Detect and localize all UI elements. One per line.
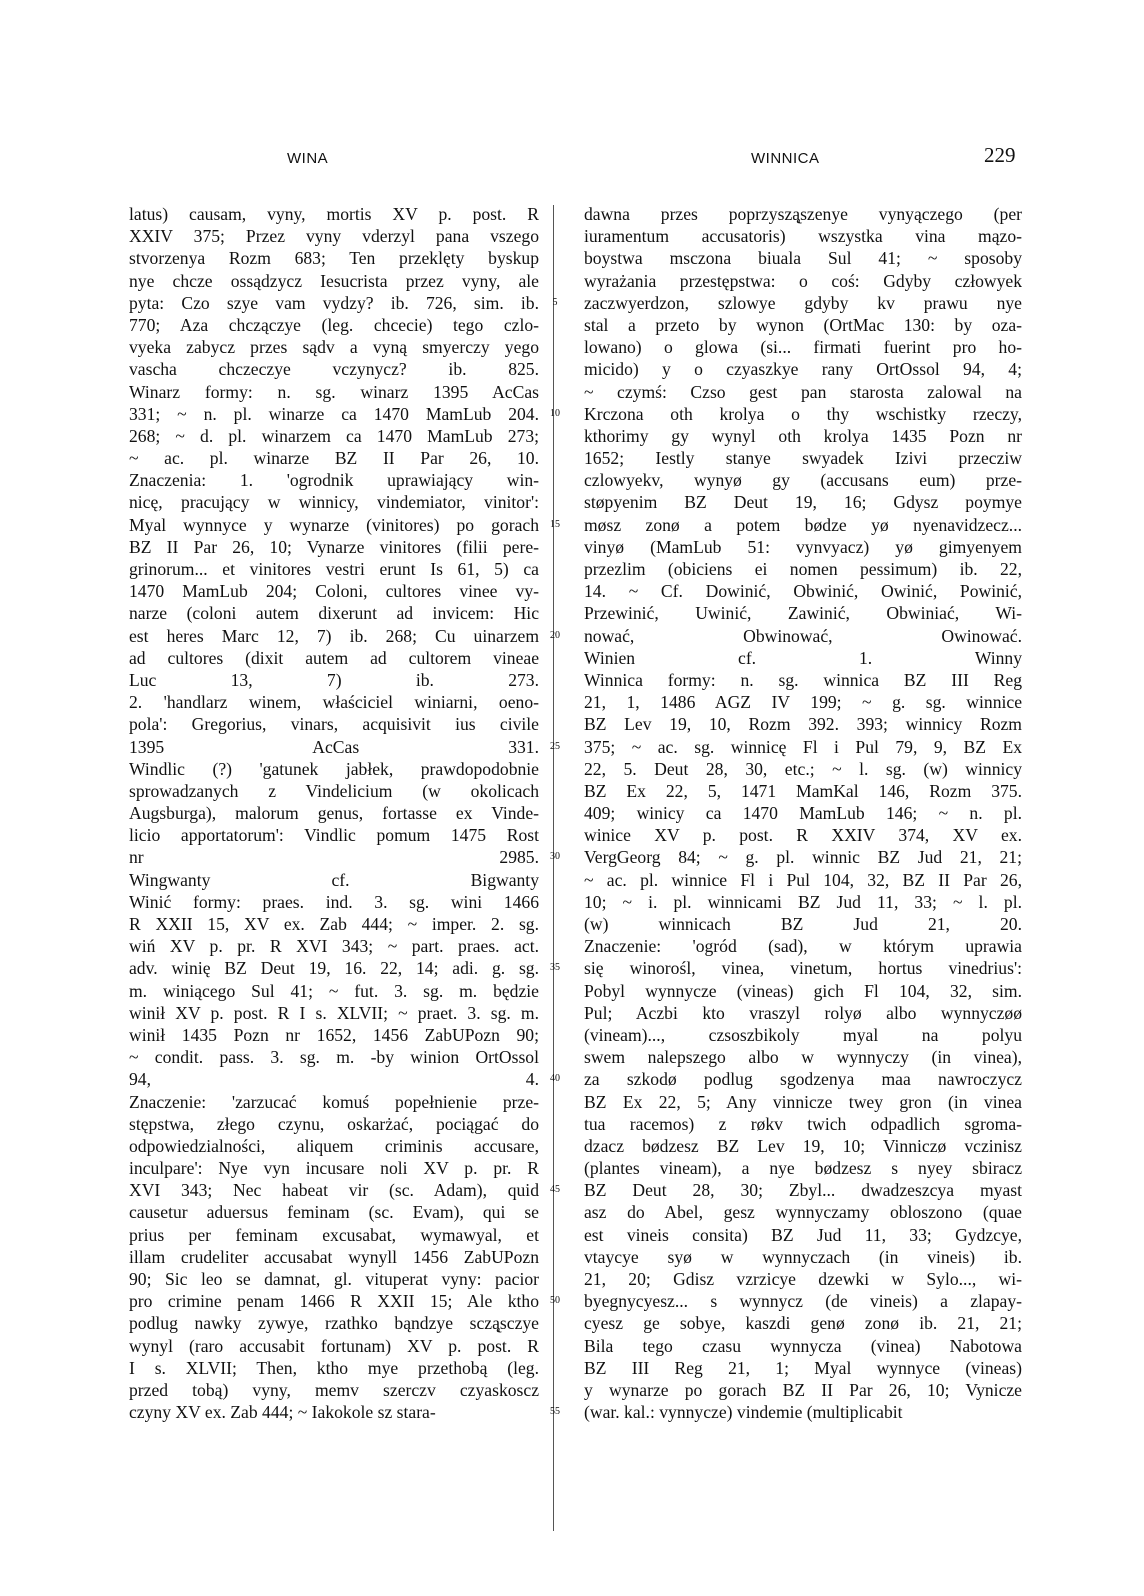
text-line: BZ Lev 19, 10, Rozm 392. 393; winnicy Rozm bbox=[584, 714, 1022, 735]
line-number-spacer bbox=[544, 647, 566, 669]
text-line: vascha chczeczye vczynycz? ib. 825. bbox=[129, 359, 539, 380]
text-line: 10; ~ i. pl. winnicami BZ Jud 11, 33; ~ l. pl. bbox=[584, 891, 1022, 912]
text-line: nować, Obwinować, Owinować. bbox=[584, 625, 1022, 646]
text-line: narze (coloni autem dixerunt ad invicem: Hic bbox=[129, 603, 539, 624]
text-line: causetur aduersus feminam (sc. Evam), qui se bbox=[129, 1202, 539, 1223]
line-number: 20 bbox=[550, 629, 560, 641]
text-line: 770; Aza chczączye (leg. chcecie) tego czlo- bbox=[129, 314, 539, 335]
text-line: latus) causam, vyny, mortis XV p. post. R bbox=[129, 204, 539, 224]
line-number-spacer bbox=[544, 1357, 566, 1379]
line-number-spacer bbox=[544, 381, 566, 403]
text-line: Myal wynnyce y wynarze (vinitores) po gorach bbox=[129, 514, 539, 535]
text-line: kthorimy gy wynyl oth krolya 1435 Pozn nr bbox=[584, 425, 1022, 446]
text-line: lowano) o glowa (si... firmati fuerint pro ho- bbox=[584, 337, 1022, 358]
text-line: 94, 4. bbox=[129, 1069, 539, 1090]
text-line: wynyl (raro accusabit fortunam) XV p. post. R bbox=[129, 1335, 539, 1356]
line-number-spacer bbox=[544, 270, 566, 292]
line-number-spacer bbox=[544, 669, 566, 691]
text-line: 14. ~ Cf. Dowinić, Obwinić, Owinić, Powinić, bbox=[584, 581, 1022, 602]
text-line: micido) y o czyaszkye rany OrtOssol 94, 4; bbox=[584, 359, 1022, 380]
line-number-spacer bbox=[544, 558, 566, 580]
text-line: czlowyekv, wynyø gy (accusans eum) prze- bbox=[584, 470, 1022, 491]
text-line: Znaczenie: 'zarzucać komuś popełnienie prze- bbox=[129, 1091, 539, 1112]
line-number: 55 bbox=[550, 1406, 560, 1418]
line-number: 40 bbox=[550, 1073, 560, 1085]
text-line: Windlic (?) 'gatunek jabłek, prawdopodobnie bbox=[129, 758, 539, 779]
text-line: dzacz bødzesz BZ Lev 19, 10; Vinniczø vczinisz bbox=[584, 1135, 1022, 1156]
line-number-gutter bbox=[544, 203, 566, 1423]
line-number: 45 bbox=[550, 1184, 560, 1196]
text-line: nicę, pracujący w winnicy, vindemiator, vinitor': bbox=[129, 492, 539, 513]
line-number-spacer bbox=[544, 1002, 566, 1024]
line-number-spacer bbox=[544, 447, 566, 469]
page-number: 229 bbox=[984, 143, 1016, 167]
text-line: BZ III Reg 21, 1; Myal wynnyce (vineas) bbox=[584, 1357, 1022, 1378]
text-line: zaczwyerdzon, szlowye gdyby kv prawu nye bbox=[584, 292, 1022, 313]
text-line: Wingwanty cf. Bigwanty bbox=[129, 869, 539, 890]
text-line: 90; Sic leo se damnat, gl. vituperat vyny: pacior bbox=[129, 1269, 539, 1289]
text-line: VergGeorg 84; ~ g. pl. winnic BZ Jud 21, 21; bbox=[584, 847, 1022, 868]
line-number-spacer bbox=[544, 1312, 566, 1334]
text-line: stępstwa, złego czynu, oskarżać, pociągać do bbox=[129, 1113, 539, 1134]
line-number-spacer bbox=[544, 691, 566, 713]
text-line: pola': Gregorius, vinars, acquisivit ius civile bbox=[129, 714, 539, 735]
text-line: inculpare': Nye vyn incusare noli XV p. pr. R bbox=[129, 1158, 539, 1179]
text-line: BZ Ex 22, 5, 1471 MamKal 146, Rozm 375. bbox=[584, 780, 1022, 801]
line-number-spacer bbox=[544, 1268, 566, 1290]
text-line: 2. 'handlarz winem, właściciel winiarni, oeno- bbox=[129, 692, 539, 713]
line-number-spacer bbox=[544, 469, 566, 491]
line-number-spacer bbox=[544, 1113, 566, 1135]
text-line: møsz zonø a potem bødze yø nyenavidzecz... bbox=[584, 514, 1022, 535]
line-number-spacer bbox=[544, 1379, 566, 1401]
text-line: odpowiedzialności, aliquem criminis accusare, bbox=[129, 1135, 539, 1156]
line-number-spacer bbox=[544, 758, 566, 780]
right-text-column bbox=[584, 203, 1022, 1423]
line-number-spacer bbox=[544, 247, 566, 269]
text-line: vtaycye syø w wynnyczach (in vineis) ib. bbox=[584, 1246, 1022, 1267]
text-line: pyta: Czo szye vam vydzy? ib. 726, sim. ib. bbox=[129, 292, 539, 313]
text-line: stvorzenya Rozm 683; Ten przeklęty byskup bbox=[129, 248, 539, 269]
line-number-spacer bbox=[544, 1091, 566, 1113]
text-line: przed tobą) vyny, memv szerczv czyaskoscz bbox=[129, 1379, 539, 1400]
line-number-spacer bbox=[544, 203, 566, 225]
line-number-spacer bbox=[544, 336, 566, 358]
text-line: czyny XV ex. Zab 444; ~ Iakokole sz stara- bbox=[129, 1402, 436, 1423]
line-number: 25 bbox=[550, 740, 560, 752]
text-line: vinyø (MamLub 51: vynvyacz) yø gimyenyem bbox=[584, 536, 1022, 557]
text-line: adv. winię BZ Deut 19, 16. 22, 14; adi. g. sg. bbox=[129, 958, 539, 979]
line-number-spacer bbox=[544, 1335, 566, 1357]
text-line: 1395 AcCas 331. bbox=[129, 736, 539, 757]
line-number-spacer bbox=[544, 713, 566, 735]
text-line: BZ Ex 22, 5; Any vinnicze twey gron (in vinea bbox=[584, 1091, 1022, 1112]
text-line: 21, 1, 1486 AGZ IV 199; ~ g. sg. winnice bbox=[584, 692, 1022, 713]
text-line: podlug nawky zywye, rzathko bąndzye sczą̨sczye bbox=[129, 1313, 539, 1334]
text-line: pro crimine penam 1466 R XXII 15; Ale ktho bbox=[129, 1291, 539, 1312]
text-line: przezlim (obiciens ei nomen pessimum) ib. 22, bbox=[584, 559, 1022, 579]
line-number-spacer bbox=[544, 824, 566, 846]
text-line: winice XV p. post. R XXIV 374, XV ex. bbox=[584, 825, 1022, 846]
line-number-spacer bbox=[544, 1024, 566, 1046]
right-running-head: WINNICA bbox=[751, 150, 820, 167]
line-number-spacer bbox=[544, 980, 566, 1002]
text-line: nr 2985. bbox=[129, 847, 539, 868]
line-number-spacer bbox=[544, 314, 566, 336]
text-line: ~ condit. pass. 3. sg. m. -by winion OrtOssol bbox=[129, 1047, 539, 1068]
text-line: Znaczenia: 1. 'ogrodnik uprawiający win- bbox=[129, 470, 539, 491]
text-line: vyeka zabycz przes sądv a vyną smyerczy yego bbox=[129, 337, 539, 358]
text-line: wiń XV p. pr. R XVI 343; ~ part. praes. act. bbox=[129, 936, 539, 957]
text-line: Znaczenie: 'ogród (sad), w którym uprawia bbox=[584, 936, 1022, 957]
left-running-head: WINA bbox=[287, 150, 329, 167]
text-line: Przewinić, Uwinić, Zawinić, Obwiniać, Wi- bbox=[584, 603, 1022, 624]
text-line: tua racemos) z røkv twich odpadlich sgroma- bbox=[584, 1113, 1022, 1134]
text-line: 1652; Iestly stanye swyadek Izivi przecziw bbox=[584, 448, 1022, 469]
text-line: (w) winnicach BZ Jud 21, 20. bbox=[584, 914, 1022, 934]
line-number: 10 bbox=[550, 407, 560, 419]
text-line: za szkodø podlug sgodzenya maa nawroczycz bbox=[584, 1069, 1022, 1090]
text-line: støpyenim BZ Deut 19, 16; Gdysz poymye bbox=[584, 492, 1022, 513]
line-number: 5 bbox=[552, 296, 558, 308]
text-line: nye chcze ossądzycz Iesucrista przez vyny, ale bbox=[129, 270, 539, 291]
text-line: Krczona oth krolya o thy wschistky rzeczy, bbox=[584, 403, 1022, 424]
line-number-spacer bbox=[544, 802, 566, 824]
text-line: byegnycyesz... s wynnycz (de vineis) a zlapay- bbox=[584, 1291, 1022, 1312]
text-line: Winić formy: praes. ind. 3. sg. wini 1466 bbox=[129, 891, 539, 912]
text-line: grinorum... et vinitores vestri erunt Is 61, 5) ca bbox=[129, 559, 539, 579]
line-number: 50 bbox=[550, 1295, 560, 1307]
line-number-spacer bbox=[544, 536, 566, 558]
line-number: 15 bbox=[550, 518, 560, 530]
line-number-spacer bbox=[544, 1157, 566, 1179]
text-line: stal a przeto by wynon (OrtMac 130: by oza- bbox=[584, 314, 1022, 335]
text-line: R XXII 15, XV ex. Zab 444; ~ imper. 2. sg. bbox=[129, 914, 539, 934]
text-line: XVI 343; Nec habeat vir (sc. Adam), quid bbox=[129, 1180, 539, 1201]
text-line: asz do Abel, gesz wynnyczamy obloszono (quae bbox=[584, 1202, 1022, 1223]
text-line: BZ Deut 28, 30; Zbyl... dwadzeszcya myast bbox=[584, 1180, 1022, 1201]
text-line: 409; winicy ca 1470 MamLub 146; ~ n. pl. bbox=[584, 803, 1022, 824]
text-line: 21, 20; Gdisz vzrzicye dzewki w Sylo..., wi- bbox=[584, 1269, 1022, 1289]
text-line: Augsburga), malorum genus, fortasse ex Vinde- bbox=[129, 803, 539, 824]
text-line: licio apportatorum': Vindlic pomum 1475 Rost bbox=[129, 825, 539, 846]
line-number-spacer bbox=[544, 1246, 566, 1268]
text-line: I s. XLVII; Then, ktho mye przethobą (leg. bbox=[129, 1357, 539, 1378]
text-line: (plantes vineam), a nye bødzesz s nyey sbiracz bbox=[584, 1158, 1022, 1179]
text-line: (war. kal.: vynnycze) vindemie (multiplicabit bbox=[584, 1402, 903, 1423]
text-line: Pul; Aczbi kto vraszyl rolyø albo wynnyczøø bbox=[584, 1002, 1022, 1023]
line-number-spacer bbox=[544, 602, 566, 624]
text-line: wyrażania przestępstwa: o coś: Gdyby człowyek bbox=[584, 270, 1022, 291]
text-line: winił 1435 Pozn nr 1652, 1456 ZabUPozn 90; bbox=[129, 1024, 539, 1045]
text-line: Winarz formy: n. sg. winarz 1395 AcCas bbox=[129, 381, 539, 402]
text-line: iuramentum accusatoris) wszystka vina mązo- bbox=[584, 226, 1022, 247]
line-number-spacer bbox=[544, 1201, 566, 1223]
text-line: 22, 5. Deut 28, 30, etc.; ~ l. sg. (w) winnicy bbox=[584, 758, 1022, 779]
text-line: (vineam)..., czsoszbikoly myal na polyu bbox=[584, 1024, 1022, 1045]
line-number-spacer bbox=[544, 869, 566, 891]
text-line: ad cultores (dixit autem ad cultorem vineae bbox=[129, 647, 539, 668]
line-number: 35 bbox=[550, 962, 560, 974]
line-number-spacer bbox=[544, 425, 566, 447]
text-line: Winien cf. 1. Winny bbox=[584, 647, 1022, 668]
text-line: ~ czymś: Czso gest pan starosta zalowal na bbox=[584, 381, 1022, 402]
text-line: y wynarze po gorach BZ II Par 26, 10; Vynicze bbox=[584, 1379, 1022, 1400]
text-line: est vineis consita) BZ Jud 11, 33; Gydzcye, bbox=[584, 1224, 1022, 1245]
text-line: swem nalepszego albo w wynnyczy (in vinea), bbox=[584, 1047, 1022, 1068]
text-line: 375; ~ ac. sg. winnicę Fl i Pul 79, 9, BZ Ex bbox=[584, 736, 1022, 757]
text-line: cyesz ge sobye, kaszdi genø zonø ib. 21, 21; bbox=[584, 1313, 1022, 1334]
line-number-spacer bbox=[544, 780, 566, 802]
text-line: 1470 MamLub 204; Coloni, cultores vinee vy- bbox=[129, 581, 539, 602]
text-line: Luc 13, 7) ib. 273. bbox=[129, 669, 539, 690]
text-line: 331; ~ n. pl. winarze ca 1470 MamLub 204. bbox=[129, 403, 539, 424]
text-line: dawna przes poprzyszą̨szenye vynyączego (per bbox=[584, 204, 1022, 224]
text-line: ~ ac. pl. winnice Fl i Pul 104, 32, BZ II Par 26, bbox=[584, 869, 1022, 890]
text-line: Pobyl wynnycze (vineas) gich Fl 104, 32, sim. bbox=[584, 980, 1022, 1001]
text-line: est heres Marc 12, 7) ib. 268; Cu uinarzem bbox=[129, 625, 539, 646]
text-line: illam crudeliter accusabat wynyll 1456 ZabUPozn bbox=[129, 1246, 539, 1267]
line-number-spacer bbox=[544, 580, 566, 602]
text-line: prius per feminam excusabat, wymawyal, et bbox=[129, 1224, 539, 1245]
line-number: 30 bbox=[550, 851, 560, 863]
text-line: BZ II Par 26, 10; Vynarze vinitores (filii pere- bbox=[129, 536, 539, 557]
line-number-spacer bbox=[544, 891, 566, 913]
text-line: ~ ac. pl. winarze BZ II Par 26, 10. bbox=[129, 448, 539, 469]
text-line: winił XV p. post. R I s. XLVII; ~ praet. 3. sg. m. bbox=[129, 1002, 539, 1023]
text-line: Bila tego czasu wynnycza (vinea) Nabotowa bbox=[584, 1335, 1022, 1356]
line-number-spacer bbox=[544, 225, 566, 247]
text-line: Winnica formy: n. sg. winnica BZ III Reg bbox=[584, 669, 1022, 690]
text-line: sprowadzanych z Vindelicium (w okolicach bbox=[129, 780, 539, 801]
line-number-spacer bbox=[544, 491, 566, 513]
text-line: m. winiącego Sul 41; ~ fut. 3. sg. m. będzie bbox=[129, 980, 539, 1001]
line-number-spacer bbox=[544, 913, 566, 935]
line-number-spacer bbox=[544, 1224, 566, 1246]
text-line: 268; ~ d. pl. winarzem ca 1470 MamLub 273; bbox=[129, 425, 539, 446]
line-number-spacer bbox=[544, 358, 566, 380]
line-number-spacer bbox=[544, 935, 566, 957]
line-number-spacer bbox=[544, 1046, 566, 1068]
text-line: się winorośl, vinea, vinetum, hortus vinedrius': bbox=[584, 958, 1022, 979]
text-line: XXIV 375; Przez vyny vderzyl pana vszego bbox=[129, 226, 539, 247]
text-line: boystwa msczona biuala Sul 41; ~ sposoby bbox=[584, 248, 1022, 269]
line-number-spacer bbox=[544, 1135, 566, 1157]
left-text-column bbox=[129, 203, 539, 1423]
